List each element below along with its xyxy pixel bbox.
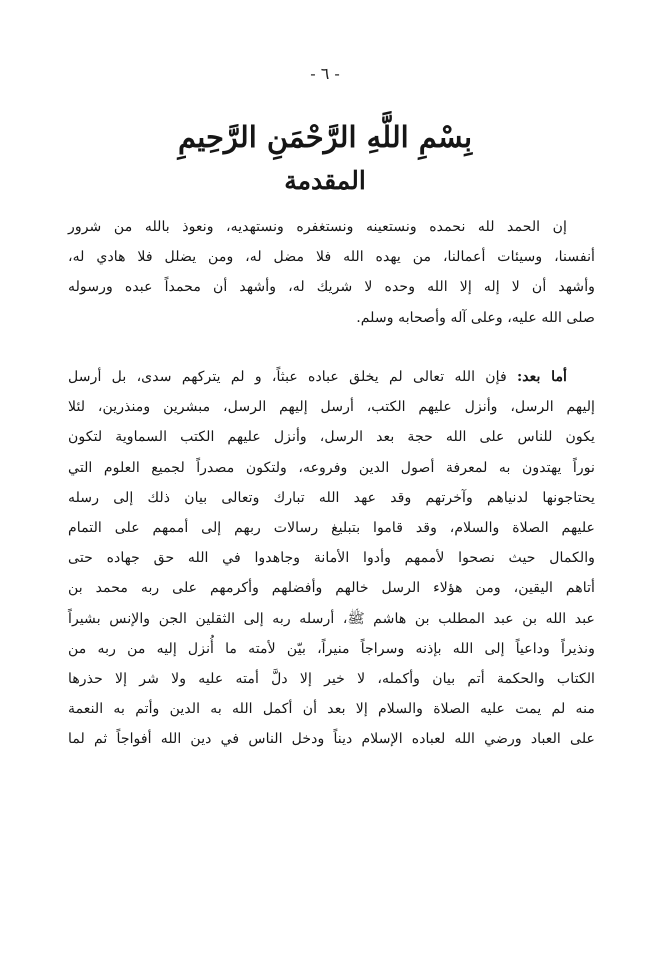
paragraph-line: وأشهد أن لا إله إلا الله وحده لا شريك له، وأشهد أن محمداً عبده ورسوله bbox=[68, 279, 595, 296]
paragraph-line: منه لم يمت عليه الصلاة والسلام إلا بعد أن أكمل الله به الدين وأتم به النعمة bbox=[68, 701, 595, 718]
paragraph-line: أتاهم اليقين، ومن هؤلاء الرسل خالهم وأفضلهم وأكرمهم على ربه محمد بن bbox=[68, 580, 595, 597]
paragraph-line: صلى الله عليه، وعلى آله وأصحابه وسلم. bbox=[356, 309, 595, 326]
paragraph-lead: أما بعد: bbox=[517, 369, 567, 385]
basmala-heading: بِسْمِ اللَّهِ الرَّحْمَنِ الرَّحِيمِ bbox=[177, 120, 473, 154]
paragraph-line: والكمال حيث نصحوا لأممهم وأدوا الأمانة وجاهدوا في الله حق جهاده حتى bbox=[68, 550, 595, 567]
paragraph-line: عبد الله بن عبد المطلب بن هاشم ﷺ، أرسله ربه إلى الثقلين الجن والإنس بشيراً bbox=[68, 610, 595, 627]
paragraph-main bbox=[68, 362, 595, 755]
paragraph-line bbox=[68, 362, 595, 392]
paragraph-line: على العباد ورضي الله لعباده الإسلام ديناً ودخل الناس في دين الله أفواجاً ثم لما bbox=[68, 731, 595, 748]
paragraph-line: يكون للناس على الله حجة بعد الرسل، وأنزل عليهم الكتب السماوية لتكون bbox=[68, 429, 595, 446]
paragraph-line: نوراً يهتدون به لمعرفة أصول الدين وفروعه، ولتكون مصدراً لجميع العلوم التي bbox=[68, 459, 595, 476]
paragraph-opening bbox=[68, 212, 595, 333]
paragraph-line: ونذيراً وداعياً إلى الله بإذنه وسراجاً منيراً، بيّن لأمته ما أُنزل إليه من ربه من bbox=[68, 640, 595, 657]
section-title: المقدمة bbox=[284, 166, 366, 195]
paragraph-line: إليهم الرسل، وأنزل عليهم الكتب، أرسل إليهم الرسل، مبشرين ومنذرين، لئلا bbox=[68, 399, 595, 416]
paragraph-line: الكتاب والحكمة أتم بيان وأكمله، لا خير إلا دلَّ أمته عليه ولا شر إلا حذرها bbox=[68, 671, 595, 688]
page-number: - ٦ - bbox=[310, 64, 340, 83]
paragraph-line: عليهم الصلاة والسلام، وقد قاموا بتبليغ رسالات ربهم إلى أممهم على التمام bbox=[68, 520, 595, 537]
paragraph-line: إن الحمد لله نحمده ونستعينه ونستغفره ونستهديه، ونعوذ بالله من شرور bbox=[68, 219, 567, 235]
paragraph-line: يحتاجونها لدنياهم وآخرتهم وقد عهد الله تبارك وتعالى بيان ذلك إلى رسله bbox=[68, 489, 595, 506]
paragraph-line-text: فإن الله تعالى لم يخلق عباده عبثاً، و لم يتركهم سدى، بل أرسل bbox=[68, 369, 517, 385]
paragraph-line: أنفسنا، وسيئات أعمالنا، من يهده الله فلا مضل له، ومن يضلل فلا هادي له، bbox=[68, 249, 595, 266]
